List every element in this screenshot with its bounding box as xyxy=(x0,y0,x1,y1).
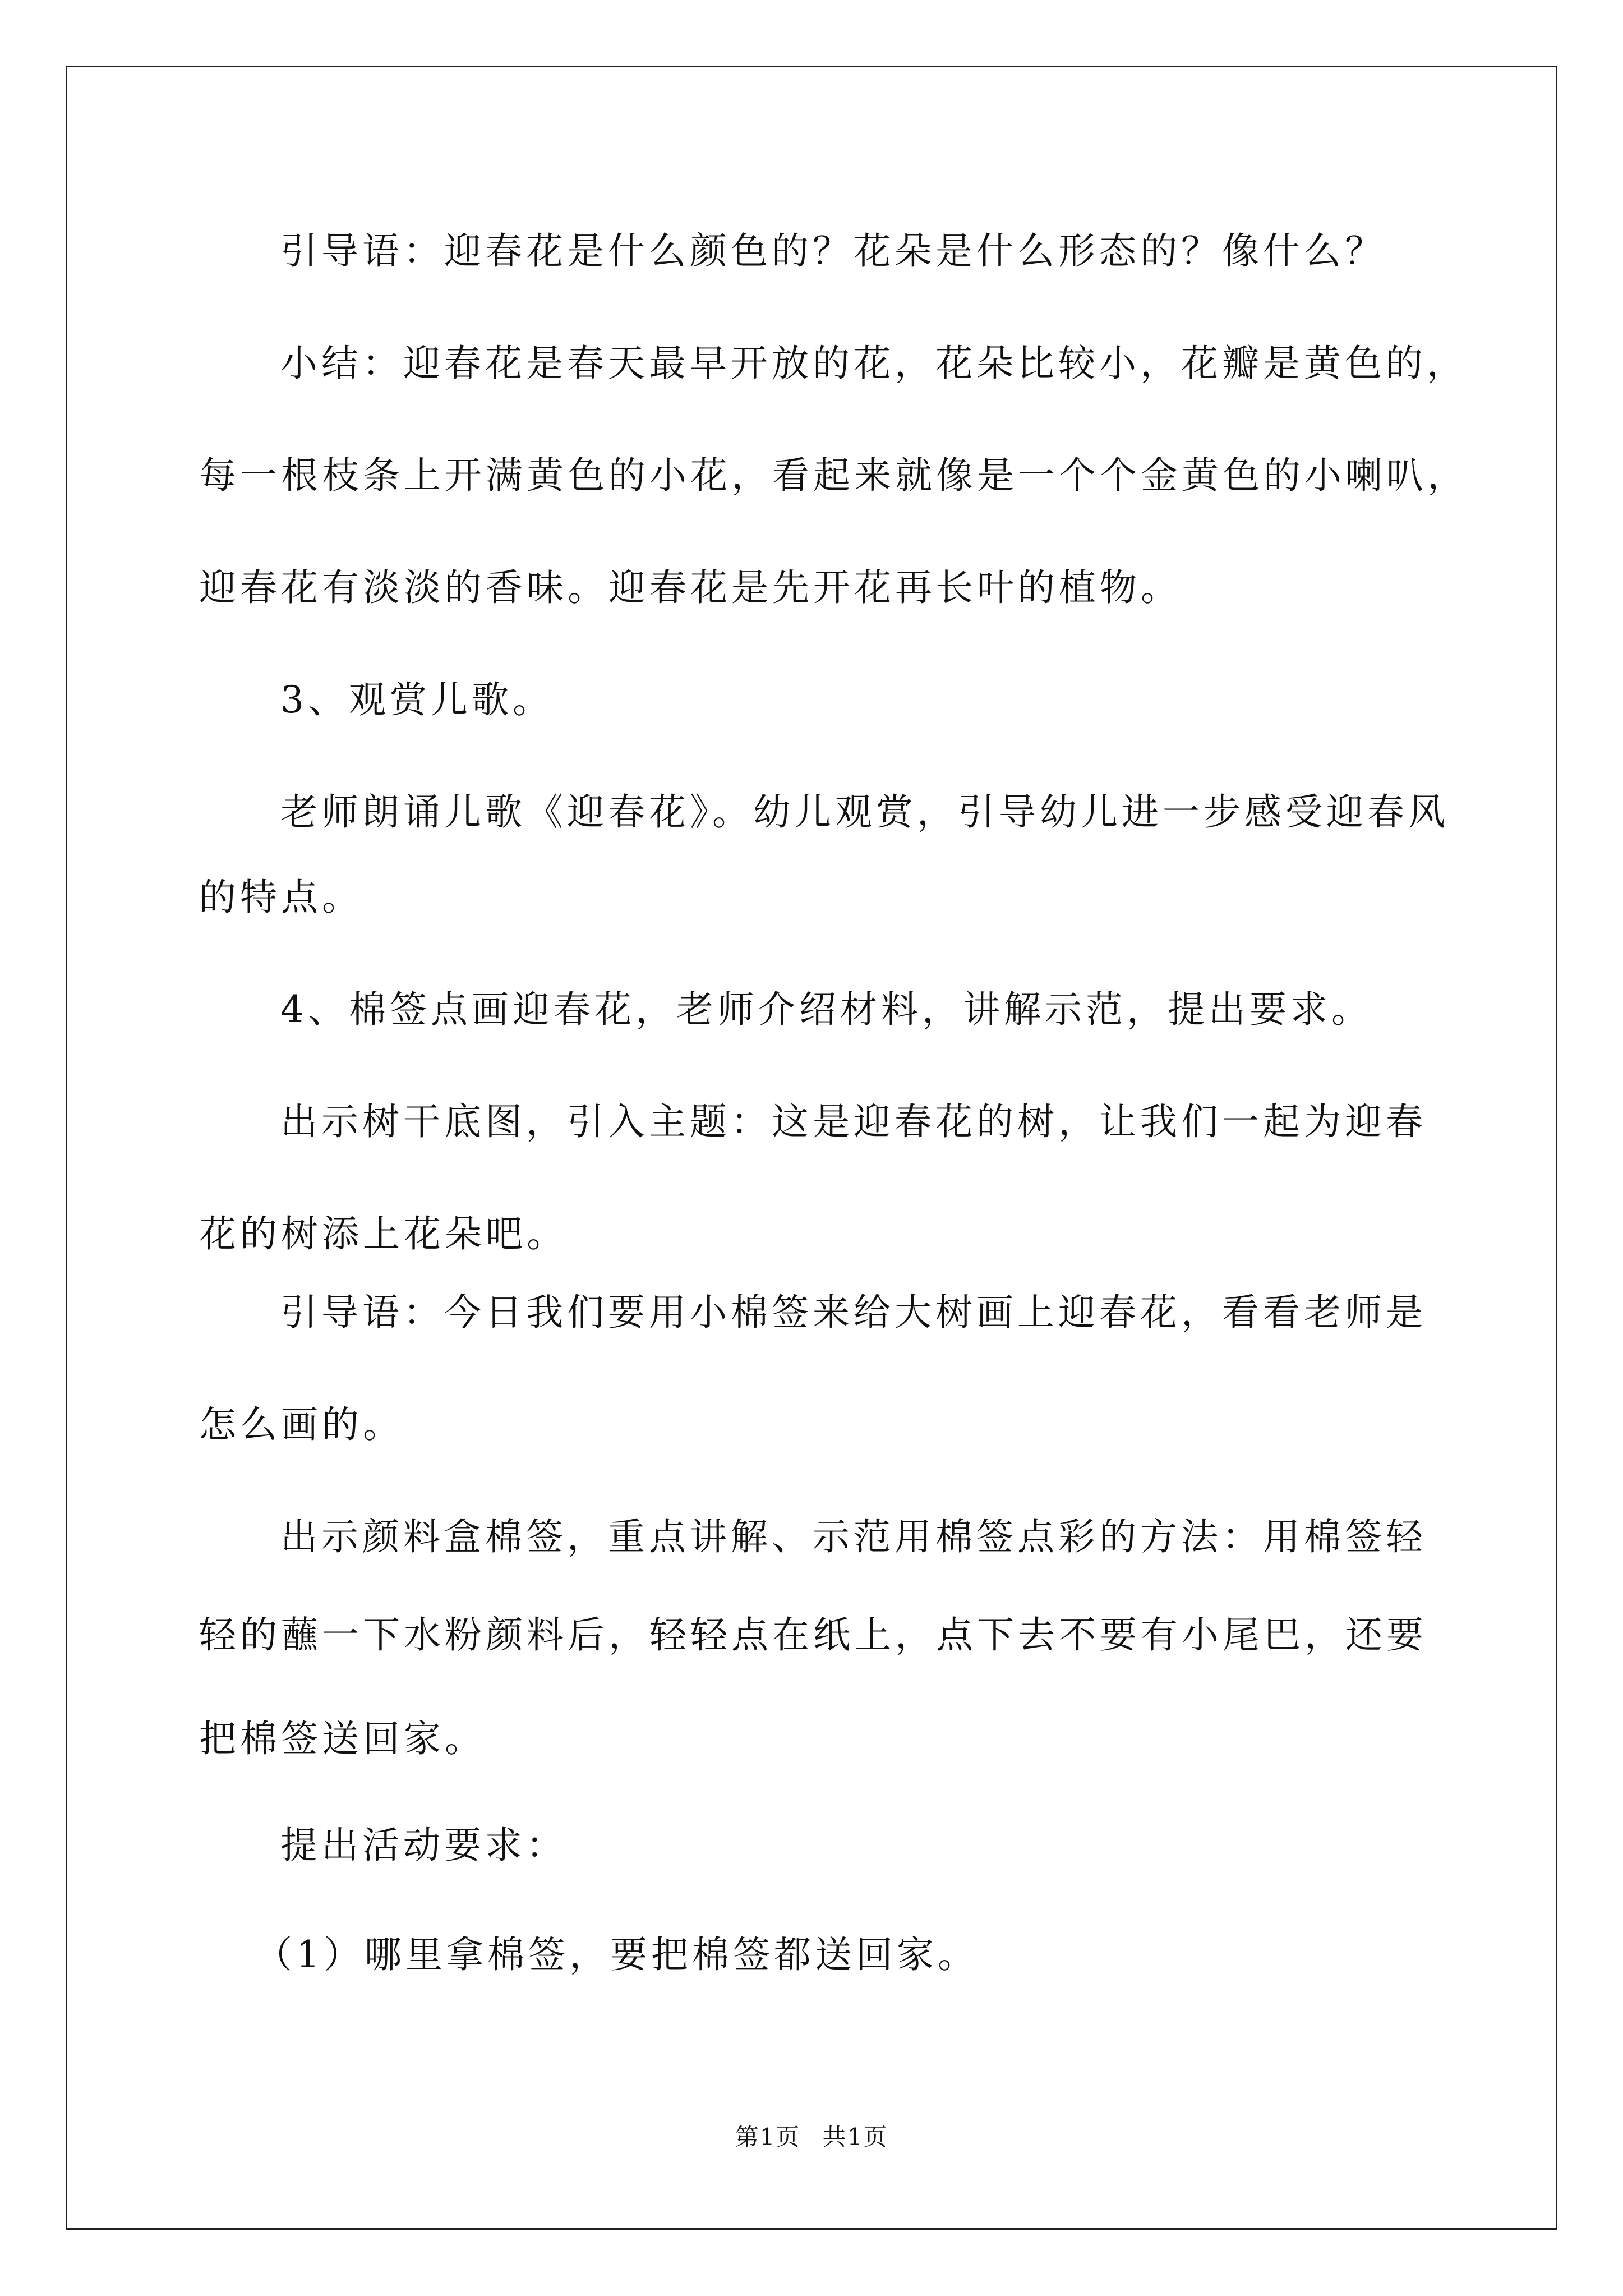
page-footer xyxy=(0,2120,1623,2154)
paragraph-line: 提出活动要求： xyxy=(280,1824,567,1867)
section-heading: 3、观赏儿歌。 xyxy=(280,678,554,721)
paragraph-line: 引导语：今日我们要用小棉签来给大树画上迎春花，看看老师是 xyxy=(280,1291,1427,1334)
paragraph-line: 每一根枝条上开满黄色的小花，看起来就像是一个个金黄色的小喇叭， xyxy=(199,454,1468,497)
paragraph-line: 小结：迎春花是春天最早开放的花，花朵比较小，花瓣是黄色的， xyxy=(280,342,1468,385)
paragraph-line: 出示树干底图，引入主题：这是迎春花的树，让我们一起为迎春 xyxy=(280,1100,1427,1143)
page-border xyxy=(66,66,1557,2230)
paragraph-line: 花的树添上花朵吧。 xyxy=(199,1212,568,1255)
paragraph-line: 的特点。 xyxy=(199,876,363,919)
paragraph-line: 怎么画的。 xyxy=(199,1403,404,1446)
list-item: （1）哪里拿棉签，要把棉签都送回家。 xyxy=(255,1933,979,1976)
page-total: 共1页 xyxy=(822,2123,888,2151)
page-number: 第1页 xyxy=(735,2123,801,2151)
paragraph-line: 迎春花有淡淡的香味。迎春花是先开花再长叶的植物。 xyxy=(199,566,1182,609)
paragraph-line: 出示颜料盒棉签，重点讲解、示范用棉签点彩的方法：用棉签轻 xyxy=(280,1515,1427,1558)
paragraph-line: 老师朗诵儿歌《迎春花》。幼儿观赏，引导幼儿进一步感受迎春风 xyxy=(280,790,1449,834)
section-heading: 4、棉签点画迎春花，老师介绍材料，讲解示范，提出要求。 xyxy=(280,988,1372,1031)
paragraph-line: 把棉签送回家。 xyxy=(199,1717,486,1760)
paragraph-line: 轻的蘸一下水粉颜料后，轻轻点在纸上，点下去不要有小尾巴，还要 xyxy=(199,1613,1427,1657)
paragraph-line: 引导语：迎春花是什么颜色的？花朵是什么形态的？像什么？ xyxy=(280,229,1386,273)
